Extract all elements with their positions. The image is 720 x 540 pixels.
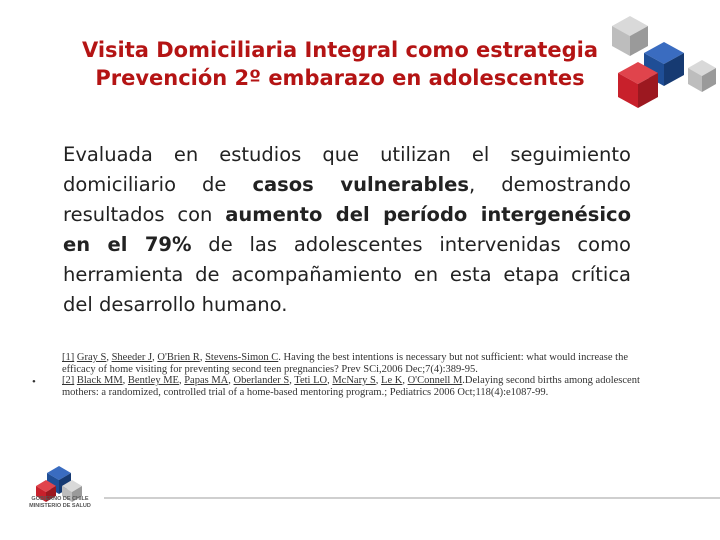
body-paragraph [63,140,631,320]
reference-1-author-2[interactable]: Sheeder J [111,352,153,363]
reference-2-author-7[interactable]: Le K [381,375,403,386]
logo-caption [22,496,98,509]
reference-2-author-4[interactable]: Oberlander S [233,375,290,386]
bullet-marker: • [32,376,36,388]
references [62,352,642,398]
body-text-1: Evaluada en estudios que utilizan el seguimiento domiciliario de [63,143,631,196]
reference-2-author-6[interactable]: McNary S [332,375,376,386]
reference-2-number[interactable]: [2] [62,375,75,386]
reference-2-author-1[interactable]: Black MM [76,375,123,386]
reference-2-author-5[interactable]: Teti LO [294,375,328,386]
body-bold-2: aumento del período intergenésico en el 79% [63,203,631,256]
title-line-2: Prevención 2º embarazo en adolescentes [95,66,585,90]
logo-caption-line-2: MINISTERIO DE SALUD [29,502,91,509]
reference-1-author-4[interactable]: Stevens-Simon C [205,352,279,363]
reference-2-author-3[interactable]: Papas MA [184,375,229,386]
title-line-1: Visita Domiciliaria Integral como estrategia [81,38,599,62]
reference-1-text: . Having the best intentions is necessary but not sufficient: what would increase the efficacy of home visiting for preventing second teen pregnancies? Prev SCi,2006 Dec;7(4):389-95. [62,352,629,375]
reference-2: [2] Black MM, Bentley ME, Papas MA, Oberlander S, Teti LO, McNary S, Le K, O'Connell M.Delaying second births among adolescent mothers: a randomized, controlled trial of a home-based mentoring program.; Pediatrics 2006 Oct;118(4):e1087-99. [62,375,640,398]
reference-2-author-2[interactable]: Bentley ME [127,375,179,386]
reference-2-text: .Delaying second births among adolescent mothers: a randomized, controlled trial of a home-based mentoring program.; Pediatrics 2006 Oct;118(4):e1087-99. [62,375,640,398]
footer-divider [104,497,720,499]
slide-title [20,36,660,92]
reference-1-author-3[interactable]: O'Brien R [157,352,200,363]
logo-caption-line-1: GOBIERNO DE CHILE [31,496,89,502]
body-bold-1: casos vulnerables [252,173,470,196]
reference-2-author-8[interactable]: O'Connell M [407,375,463,386]
body-text-2: , demostrando resultados con [63,173,631,226]
reference-1-number[interactable]: [1] [62,352,75,363]
reference-1: [1] Gray S, Sheeder J, O'Brien R, Stevens-Simon C. Having the best intentions is necessary but not sufficient: what would increase the efficacy of home visiting for preventing second teen pregnancies? Prev SCi,2006 Dec;7(4):389-95. [62,352,629,375]
body-text-3: de las adolescentes intervenidas como herramienta de acompañamiento en esta etapa crítica del desarrollo humano. [63,233,631,316]
reference-1-author-1[interactable]: Gray S [76,352,107,363]
